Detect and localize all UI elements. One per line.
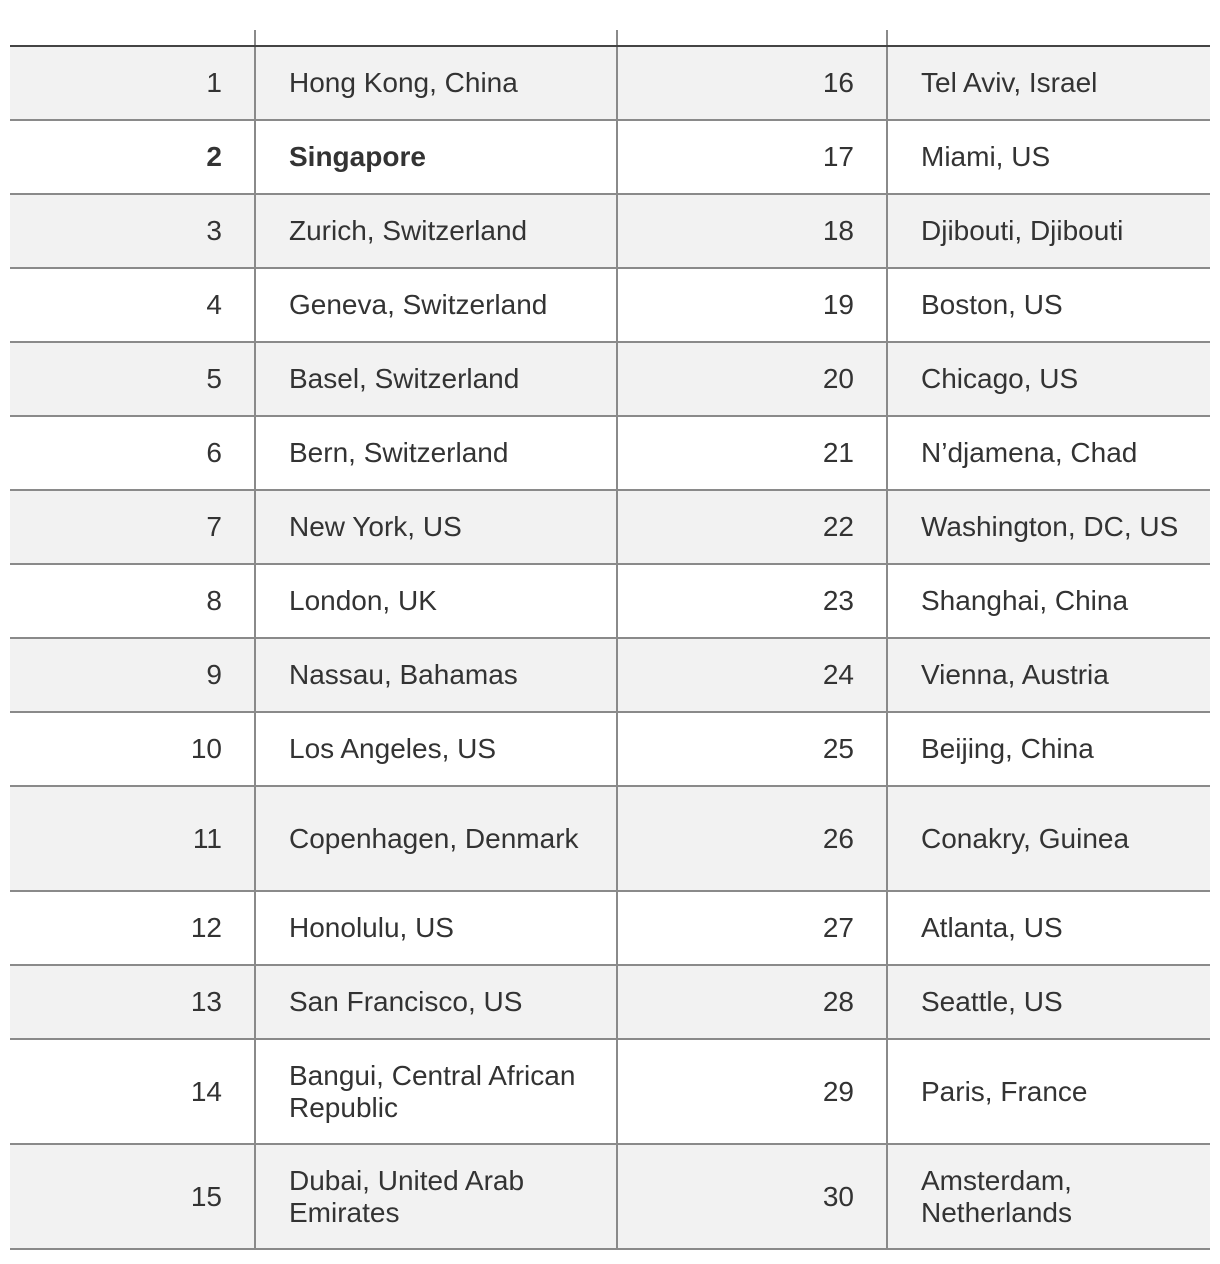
city-cell: New York, US	[255, 490, 617, 564]
table-row	[10, 712, 1210, 786]
city-cell: Atlanta, US	[887, 891, 1210, 965]
ranking-table-container	[10, 30, 1210, 1250]
city-cell: Singapore	[255, 120, 617, 194]
city-cell: N’djamena, Chad	[887, 416, 1210, 490]
city-cell: Boston, US	[887, 268, 1210, 342]
table-row	[10, 965, 1210, 1039]
city-cell: Zurich, Switzerland	[255, 194, 617, 268]
rank-cell: 3	[10, 194, 255, 268]
rank-cell: 26	[617, 786, 887, 891]
city-cell: Chicago, US	[887, 342, 1210, 416]
rank-cell: 6	[10, 416, 255, 490]
rank-cell: 11	[10, 786, 255, 891]
rank-cell: 9	[10, 638, 255, 712]
rank-cell: 14	[10, 1039, 255, 1144]
table-row	[10, 1144, 1210, 1249]
rank-cell: 22	[617, 490, 887, 564]
header-rank-right	[617, 30, 887, 46]
city-cell: Miami, US	[887, 120, 1210, 194]
city-cell: Beijing, China	[887, 712, 1210, 786]
table-row	[10, 638, 1210, 712]
header-rank-left	[10, 30, 255, 46]
header-row	[10, 30, 1210, 46]
table-row	[10, 342, 1210, 416]
rank-cell: 30	[617, 1144, 887, 1249]
rank-cell: 21	[617, 416, 887, 490]
rank-cell: 29	[617, 1039, 887, 1144]
header-city-left	[255, 30, 617, 46]
table-row	[10, 416, 1210, 490]
rank-cell: 7	[10, 490, 255, 564]
city-cell: Amsterdam, Netherlands	[887, 1144, 1210, 1249]
city-cell: Hong Kong, China	[255, 46, 617, 120]
city-cell: Dubai, United Arab Emirates	[255, 1144, 617, 1249]
rank-cell: 17	[617, 120, 887, 194]
rank-cell: 16	[617, 46, 887, 120]
rank-cell: 20	[617, 342, 887, 416]
city-cell: London, UK	[255, 564, 617, 638]
rank-cell: 2	[10, 120, 255, 194]
city-cell: Geneva, Switzerland	[255, 268, 617, 342]
table-row	[10, 194, 1210, 268]
city-cell: Djibouti, Djibouti	[887, 194, 1210, 268]
city-cell: Washington, DC, US	[887, 490, 1210, 564]
city-cell: Paris, France	[887, 1039, 1210, 1144]
rank-cell: 15	[10, 1144, 255, 1249]
rank-cell: 28	[617, 965, 887, 1039]
rank-cell: 10	[10, 712, 255, 786]
city-cell: Bern, Switzerland	[255, 416, 617, 490]
city-cell: Copenhagen, Denmark	[255, 786, 617, 891]
city-cell: Vienna, Austria	[887, 638, 1210, 712]
rank-cell: 25	[617, 712, 887, 786]
header-city-right	[887, 30, 1210, 46]
city-cell: Honolulu, US	[255, 891, 617, 965]
rank-cell: 1	[10, 46, 255, 120]
city-cell: Basel, Switzerland	[255, 342, 617, 416]
city-ranking-table	[10, 30, 1210, 1250]
city-cell: San Francisco, US	[255, 965, 617, 1039]
table-row	[10, 268, 1210, 342]
table-row	[10, 786, 1210, 891]
city-cell: Seattle, US	[887, 965, 1210, 1039]
table-row-highlighted	[10, 120, 1210, 194]
table-row	[10, 490, 1210, 564]
rank-cell: 8	[10, 564, 255, 638]
table-row	[10, 564, 1210, 638]
rank-cell: 13	[10, 965, 255, 1039]
rank-cell: 19	[617, 268, 887, 342]
city-cell: Shanghai, China	[887, 564, 1210, 638]
city-cell: Tel Aviv, Israel	[887, 46, 1210, 120]
table-row	[10, 891, 1210, 965]
rank-cell: 24	[617, 638, 887, 712]
table-row	[10, 46, 1210, 120]
rank-cell: 18	[617, 194, 887, 268]
table-body	[10, 46, 1210, 1249]
rank-cell: 27	[617, 891, 887, 965]
rank-cell: 12	[10, 891, 255, 965]
city-cell: Conakry, Guinea	[887, 786, 1210, 891]
city-cell: Los Angeles, US	[255, 712, 617, 786]
table-header	[10, 30, 1210, 46]
city-cell: Bangui, Central African Republic	[255, 1039, 617, 1144]
city-cell: Nassau, Bahamas	[255, 638, 617, 712]
rank-cell: 5	[10, 342, 255, 416]
rank-cell: 23	[617, 564, 887, 638]
table-row	[10, 1039, 1210, 1144]
rank-cell: 4	[10, 268, 255, 342]
